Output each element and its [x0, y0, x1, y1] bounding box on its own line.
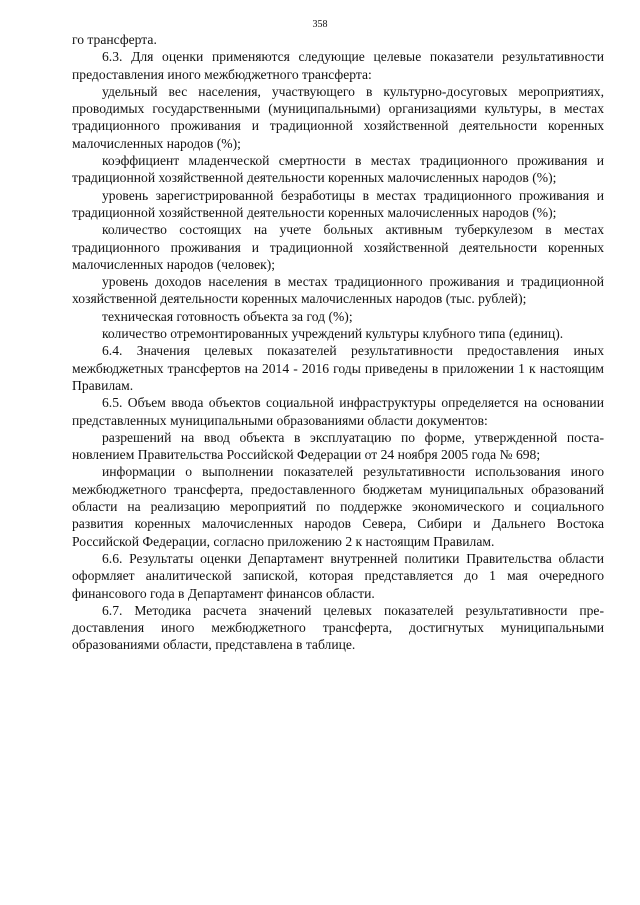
page-number: 358: [312, 19, 328, 30]
paragraph-continuation: го трансферта.: [72, 32, 157, 47]
paragraph-6-7: 6.7. Методика расчета значений целевых показателей результативности предоставления иного межбюджетного трансферта, достигнутых муниципальными образованиями области, представлена в таблице.: [72, 602, 604, 653]
paragraph-6-4: 6.4. Значения целевых показателей результативности предоставления иных межбюджетных трансфертов на 2014 - 2016 годы приведены в приложении 1 к настоящим Правилам.: [72, 343, 604, 393]
list-item-indicator-2: коэффициент младенческой смертности в местах традиционного проживания и традиционной хозяйственной деятельности коренных малочисленных народов (%);: [72, 153, 604, 186]
document-body: [72, 31, 604, 654]
list-item-indicator-4: количество состоящих на учете больных активным туберкулезом в местах традиционного проживания и традиционной хозяйственной деятельности коренных малочисленных народов (человек);: [72, 222, 604, 272]
list-item-indicator-7: количество отремонтированных учреждений культуры клубного типа (единиц).: [102, 326, 564, 342]
list-item-indicator-6: техническая готовность объекта за год (%);: [102, 308, 353, 324]
list-item-document-2: информации о выполнении показателей результативности использования иного межбюджетного трансферта, предоставленного бюджетам муниципальных образований области на реализацию мероприятий по поддержке экономического и социального развития коренных малочисленных народов Севера, Сибири и Дальнего Востока Российской Федерации, согласно приложению 2 к настоящим Правилам.: [72, 464, 604, 549]
list-item-indicator-1: удельный вес населения, участвующего в культурно-досуговых мероприятиях, проводимых государственными (муниципальными) организациями культуры, в местах традиционного проживания и традиционной хозяйственной деятельности коренных малочисленных народов (%);: [72, 83, 604, 151]
paragraph-6-6: 6.6. Результаты оценки Департамент внутренней политики Правительства области оформляет аналитической запиской, которая представляется до 1 мая очередного финансового года в Департамент финансов области.: [72, 550, 604, 601]
list-item-indicator-5: уровень доходов населения в местах традиционного проживания и традиционной хозяйственной деятельности коренных малочисленных народов (тыс. рублей);: [72, 274, 604, 307]
list-item-document-1: разрешений на ввод объекта в эксплуатацию по форме, утвержденной постановлением Правительства Российской Федерации от 24 ноября 2005 года № 698;: [72, 429, 604, 463]
paragraph-6-5: 6.5. Объем ввода объектов социальной инфраструктуры определяется на основании представленных муниципальными образованиями области документов:: [72, 395, 604, 428]
paragraph-6-3: 6.3. Для оценки применяются следующие целевые показатели результативности предоставления иного межбюджетного трансферта:: [72, 49, 604, 82]
list-item-indicator-3: уровень зарегистрированной безработицы в местах традиционного проживания и традиционной хозяйственной деятельности коренных малочисленных народов (%);: [72, 187, 604, 220]
